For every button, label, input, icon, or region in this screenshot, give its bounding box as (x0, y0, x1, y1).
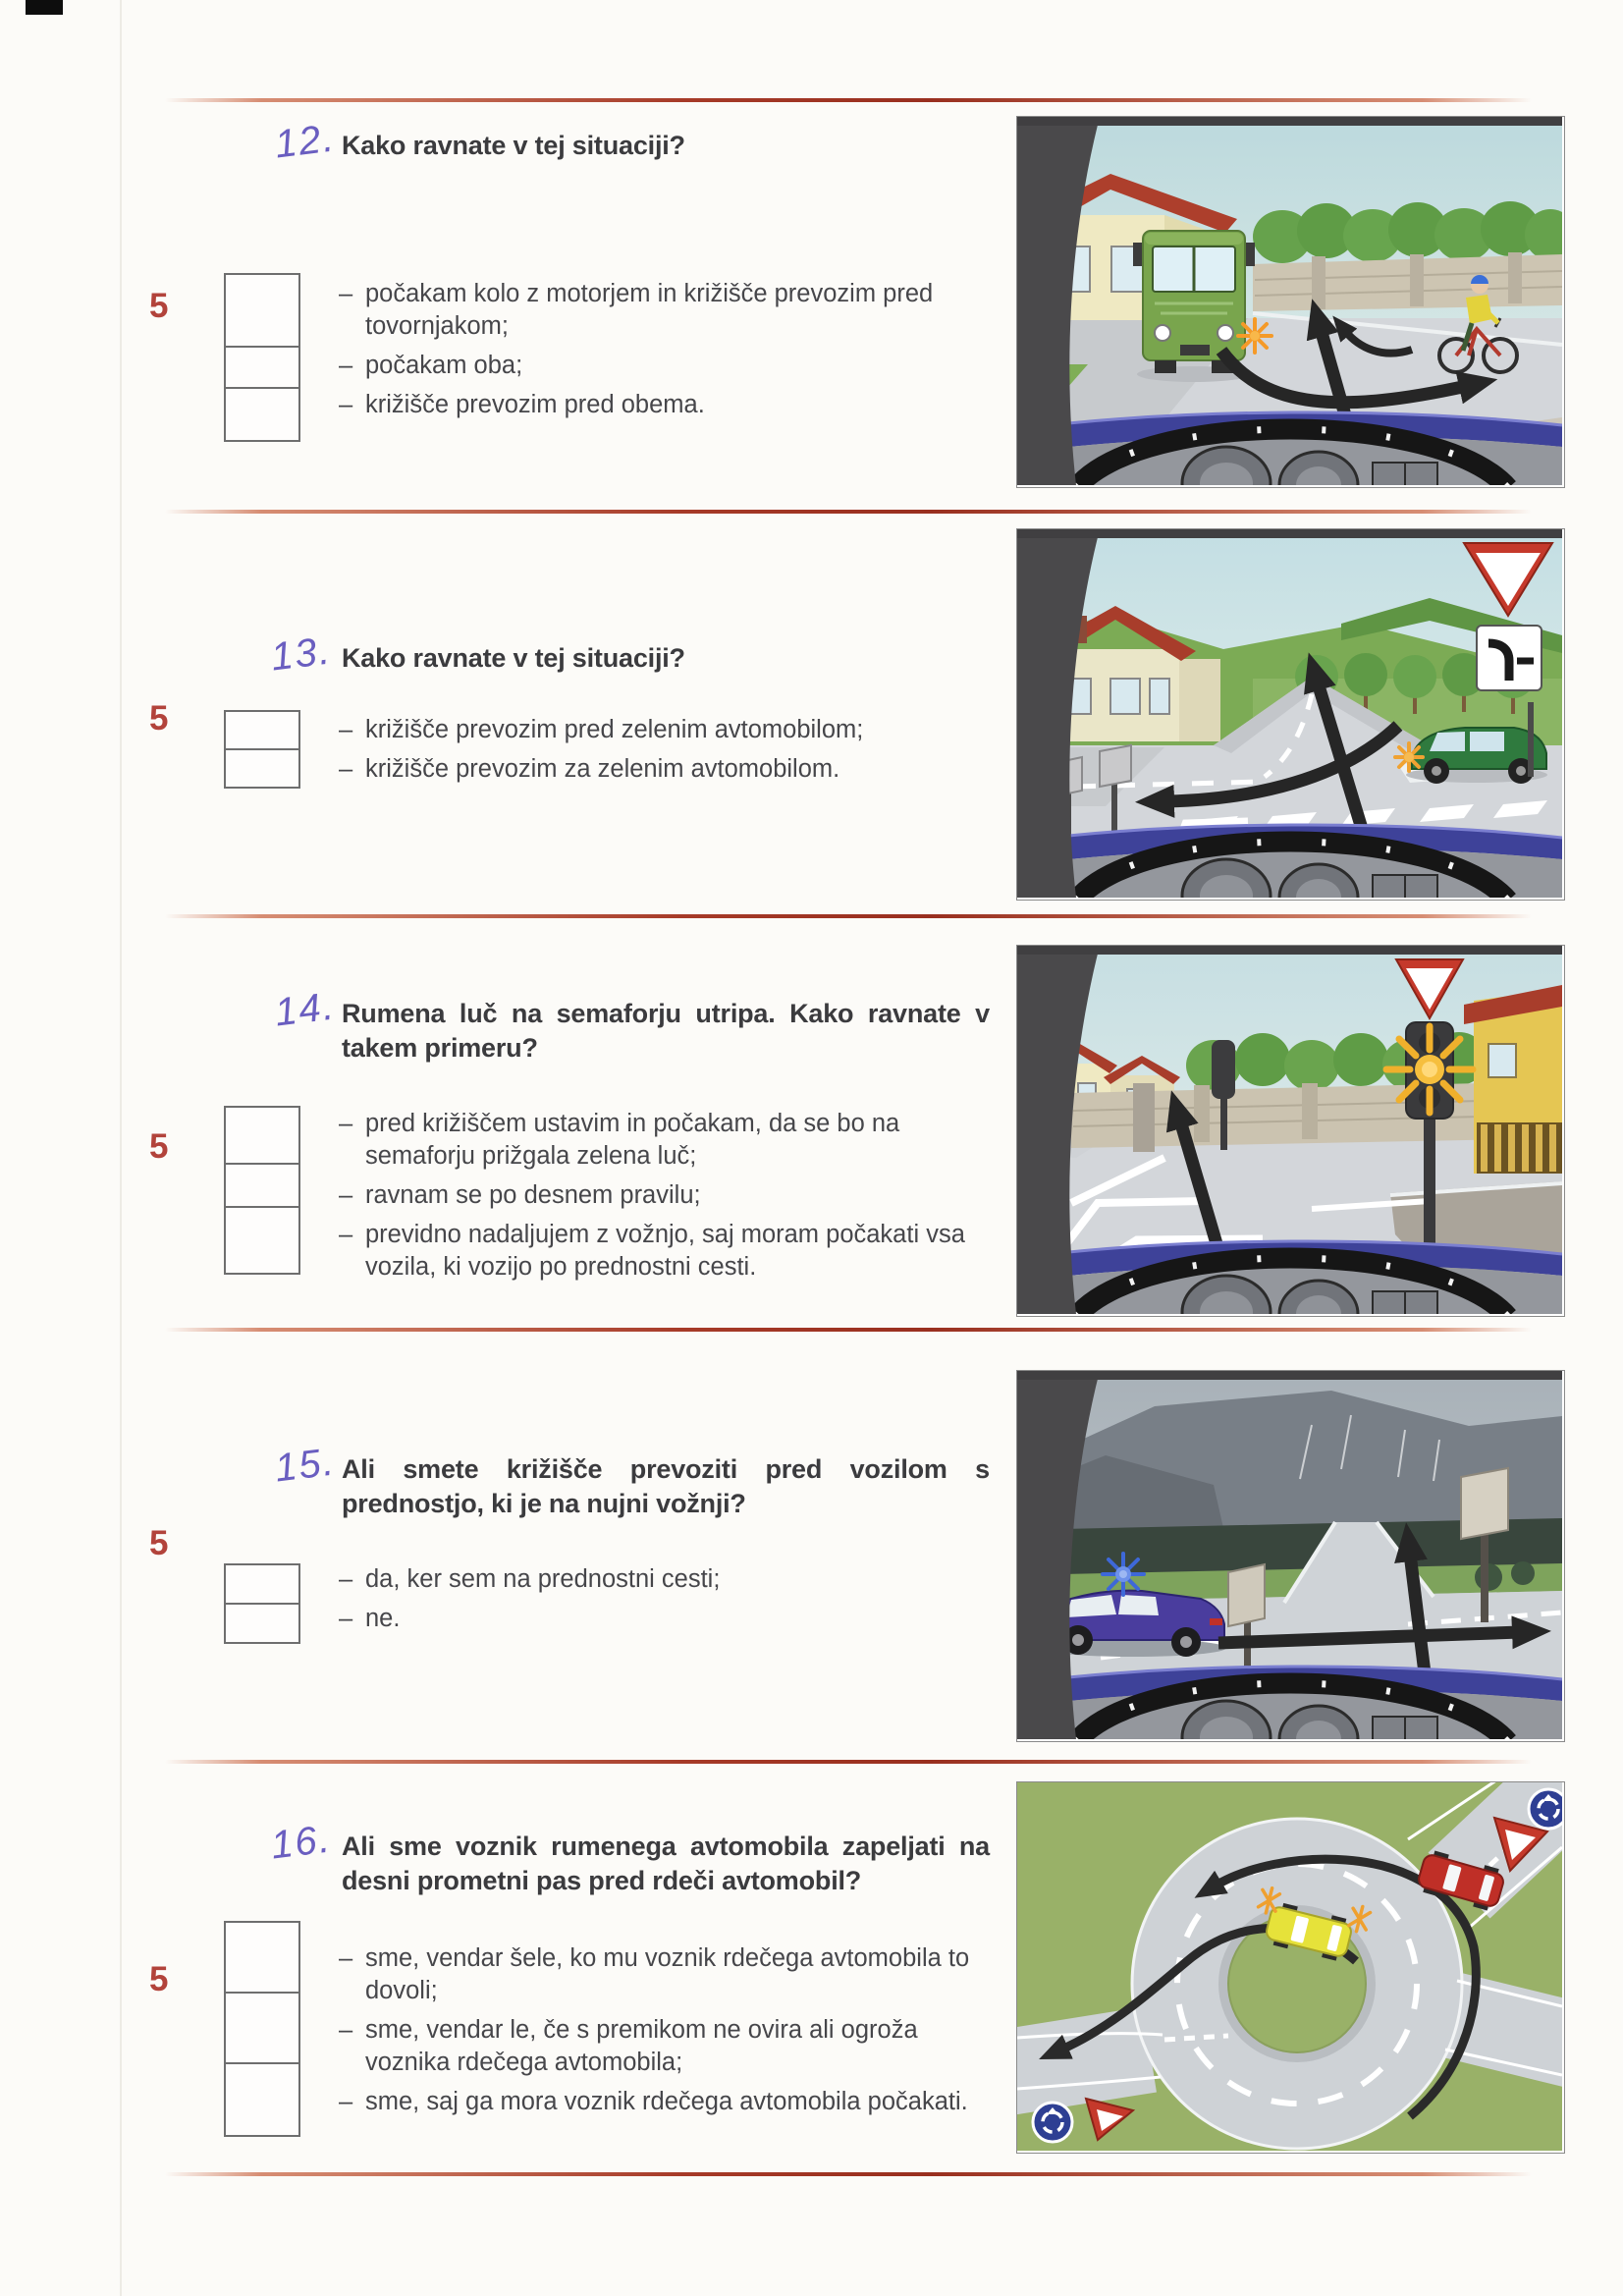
question-title: Rumena luč na semaforju utripa. Kako ravnate v takem primeru? (342, 999, 990, 1063)
option-text: pred križiščem ustavim in počakam, da se bo na semaforju prižgala zelena luč; (365, 1110, 900, 1170)
illustration-q15 (1016, 1370, 1565, 1742)
answer-checkbox[interactable] (224, 346, 300, 389)
option-dash: – (339, 1181, 353, 1209)
question-title: Ali sme voznik rumenega avtomobila zapeljati na desni prometni pas pred rdeči avtomobil? (342, 1831, 990, 1895)
section-separator (165, 1760, 1532, 1764)
points-label: 5 (149, 1960, 169, 1998)
option-item (339, 1179, 1002, 1212)
answer-checkbox[interactable] (224, 1106, 300, 1165)
answer-checkbox-group (224, 1106, 300, 1275)
scan-corner-mark (26, 0, 63, 15)
question-title: Ali smete križišče prevoziti pred vozilom s prednostjo, ki je na nujni vožnji? (342, 1454, 990, 1518)
options-list (339, 1108, 1002, 1290)
points-label: 5 (149, 1524, 169, 1562)
roundabout-sign-icon (1529, 1789, 1562, 1829)
option-text: sme, vendar šele, ko mu voznik rdečega avtomobila to dovoli; (365, 1944, 970, 2004)
answer-checkbox-group (224, 1563, 300, 1644)
answer-checkbox-group (224, 273, 300, 442)
answer-checkbox-group (224, 1921, 300, 2137)
illustration-q13 (1016, 528, 1565, 901)
option-text: počakam oba; (365, 352, 523, 379)
option-item (339, 1219, 1002, 1284)
option-item (339, 2086, 1002, 2118)
yellow-house-and-fence (1464, 985, 1562, 1174)
dashboard (1017, 1667, 1562, 1739)
option-dash: – (339, 2088, 353, 2115)
windshield-scene-green-car-icon (1017, 529, 1562, 898)
option-item (339, 714, 1002, 746)
dashboard (1017, 825, 1562, 898)
option-text: da, ker sem na prednostni cesti; (365, 1565, 721, 1593)
question-number-handwritten: 13. (268, 629, 334, 680)
option-dash: – (339, 716, 353, 743)
answer-checkbox[interactable] (224, 1992, 300, 2064)
section-separator (165, 510, 1532, 514)
option-text: ne. (365, 1605, 401, 1632)
question-number-handwritten: 15. (272, 1440, 338, 1491)
section-separator (165, 1328, 1532, 1332)
windshield-scene-flashing-light-icon (1017, 946, 1562, 1314)
option-item (339, 1108, 1002, 1173)
illustration-q12 (1016, 116, 1565, 488)
answer-checkbox[interactable] (224, 1603, 300, 1644)
option-text: križišče prevozim za zelenim avtomobilom. (365, 755, 840, 783)
option-text: previdno nadaljujem z vožnjo, saj moram počakati vsa vozila, ki vozijo po prednostni cesti. (365, 1221, 965, 1281)
windshield-scene-emergency-vehicle-icon (1017, 1371, 1562, 1739)
option-item (339, 278, 1002, 343)
option-dash: – (339, 280, 353, 307)
question-title: Kako ravnate v tej situaciji? (342, 643, 685, 673)
option-dash: – (339, 1944, 353, 1972)
option-dash: – (339, 352, 353, 379)
option-item (339, 1603, 1002, 1635)
options-list (339, 714, 1002, 793)
answer-checkbox-group (224, 710, 300, 789)
points-label: 5 (149, 287, 169, 325)
option-dash: – (339, 391, 353, 418)
section-separator (165, 98, 1532, 102)
answer-checkbox[interactable] (224, 748, 300, 789)
priority-road-layout-sign-icon (1477, 626, 1542, 690)
option-item (339, 2014, 1002, 2079)
roundabout-sign-icon (1033, 2103, 1072, 2142)
question-number-handwritten: 16. (268, 1817, 334, 1868)
options-list (339, 1942, 1002, 2125)
windshield-scene-green-truck-icon (1017, 117, 1562, 485)
options-list (339, 278, 1002, 428)
option-item (339, 350, 1002, 382)
option-item (339, 753, 1002, 786)
option-text: počakam kolo z motorjem in križišče prevozim pred tovornjakom; (365, 280, 934, 340)
question-title: Kako ravnate v tej situaciji? (342, 131, 685, 160)
points-label: 5 (149, 1127, 169, 1166)
answer-checkbox[interactable] (224, 387, 300, 442)
roundabout-scene-icon (1017, 1782, 1562, 2151)
section-separator (165, 2172, 1532, 2176)
points-label: 5 (149, 699, 169, 738)
page-gutter-line (120, 0, 122, 2296)
option-item (339, 1563, 1002, 1596)
illustration-q14 (1016, 945, 1565, 1317)
dashboard (1017, 1241, 1562, 1314)
option-dash: – (339, 1110, 353, 1137)
question-number-handwritten: 12. (272, 116, 338, 167)
answer-checkbox[interactable] (224, 2062, 300, 2137)
option-text: sme, saj ga mora voznik rdečega avtomobila počakati. (365, 2088, 968, 2115)
question-number-handwritten: 14. (272, 984, 338, 1035)
answer-checkbox[interactable] (224, 1206, 300, 1275)
answer-checkbox[interactable] (224, 273, 300, 348)
option-item (339, 389, 1002, 421)
option-text: križišče prevozim pred obema. (365, 391, 705, 418)
option-dash: – (339, 1605, 353, 1632)
option-dash: – (339, 2016, 353, 2044)
option-item (339, 1942, 1002, 2007)
section-separator (165, 914, 1532, 918)
answer-checkbox[interactable] (224, 1563, 300, 1605)
option-dash: – (339, 755, 353, 783)
dashboard (1017, 412, 1562, 485)
answer-checkbox[interactable] (224, 1163, 300, 1208)
answer-checkbox[interactable] (224, 710, 300, 750)
option-text: križišče prevozim pred zelenim avtomobilom; (365, 716, 864, 743)
option-text: ravnam se po desnem pravilu; (365, 1181, 701, 1209)
answer-checkbox[interactable] (224, 1921, 300, 1994)
options-list (339, 1563, 1002, 1642)
option-text: sme, vendar le, če s premikom ne ovira ali ogroža voznika rdečega avtomobila; (365, 2016, 918, 2076)
option-dash: – (339, 1221, 353, 1248)
option-dash: – (339, 1565, 353, 1593)
illustration-q16 (1016, 1781, 1565, 2154)
